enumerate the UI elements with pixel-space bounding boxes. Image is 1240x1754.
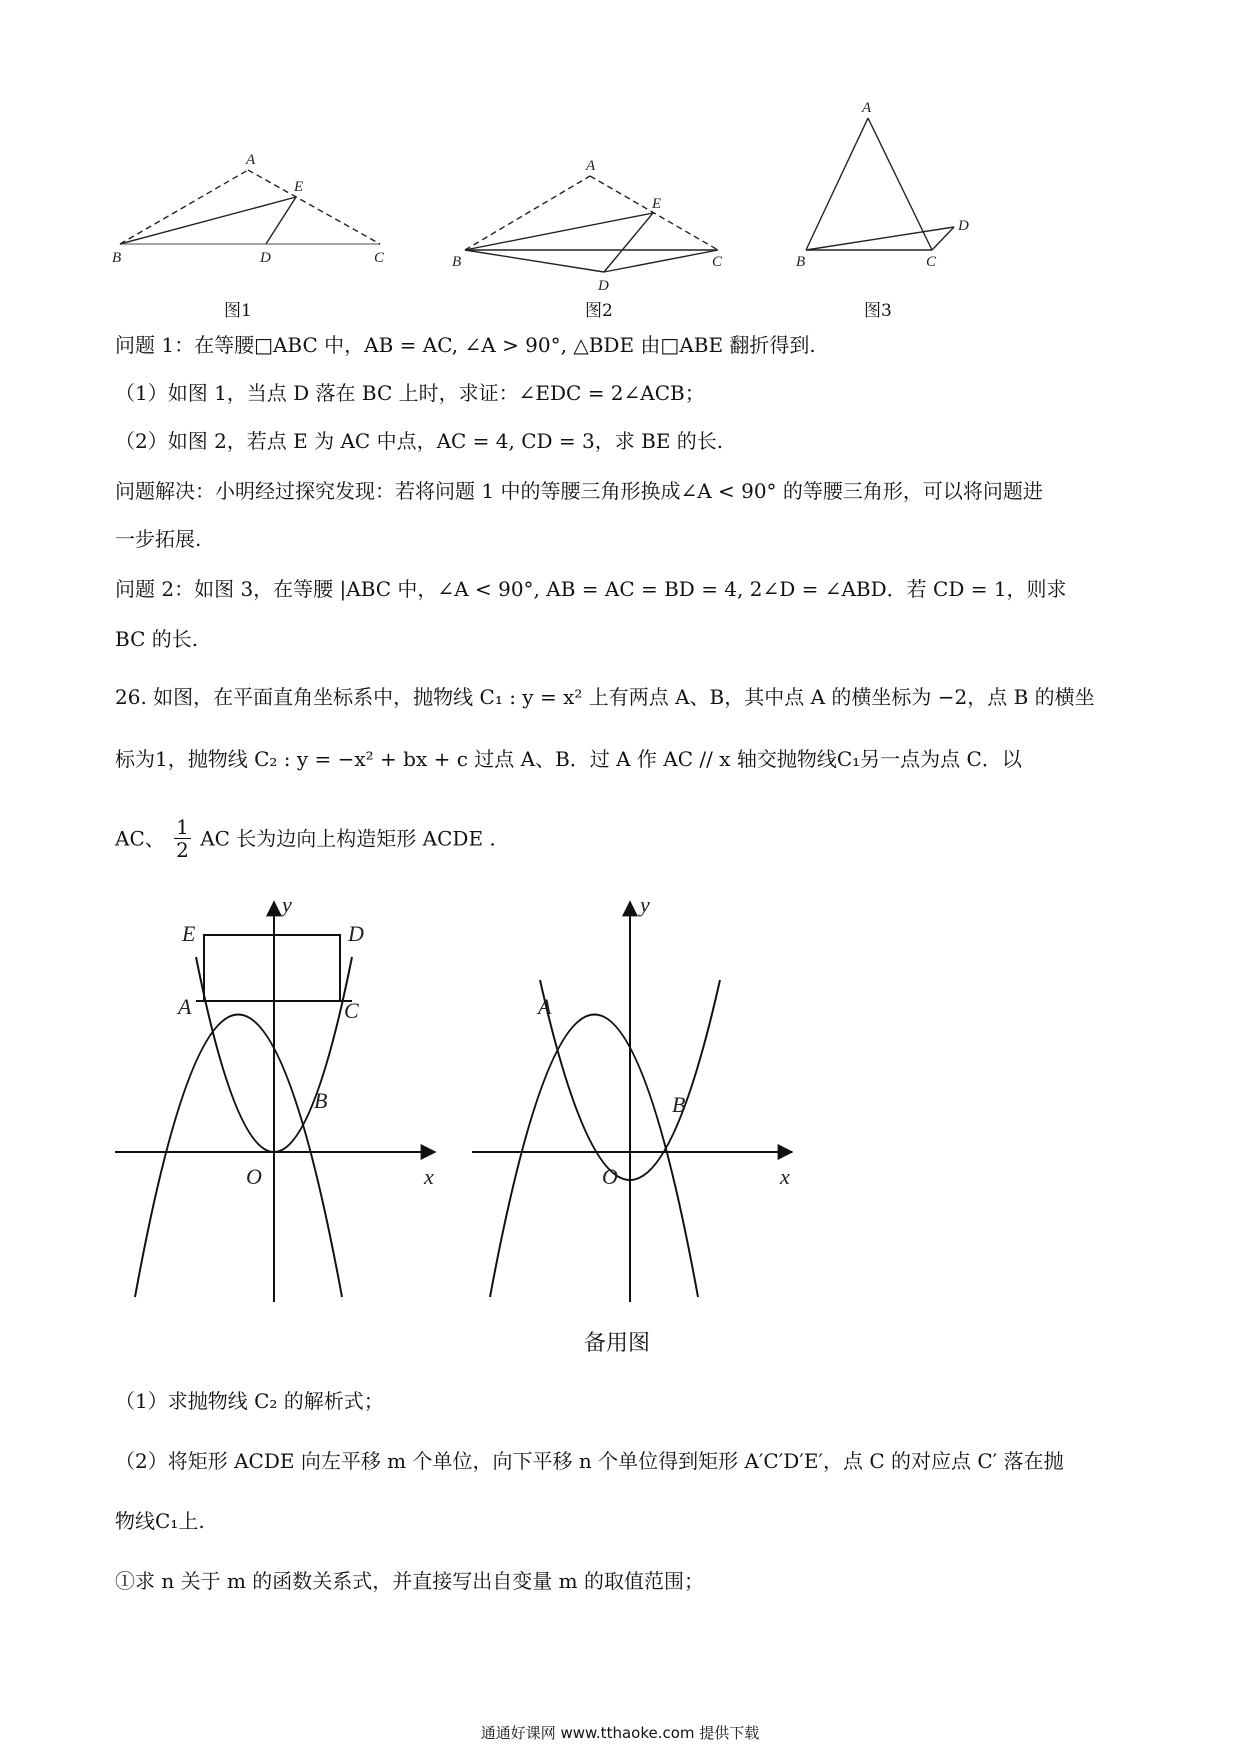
fig1-label-c: C	[374, 250, 385, 266]
fig3-label-c: C	[926, 254, 937, 270]
fig2-caption: 图2	[585, 301, 613, 321]
problem-solving-line-1: 问题解决：小明经过探究发现：若将问题 1 中的等腰三角形换成∠A < 90° 的等腰三角形，可以将问题进	[115, 479, 1043, 503]
fraction-denominator: 2	[176, 838, 189, 862]
right-label-a: A	[538, 994, 552, 1019]
left-graph	[115, 857, 435, 1302]
fraction-numerator: 1	[176, 815, 189, 839]
question-26-part-2-line-1: （2）将矩形 ACDE 向左平移 m 个单位，向下平移 n 个单位得到矩形 A′C′D′E′，点 C 的对应点 C′ 落在抛	[115, 1449, 1064, 1473]
left-label-e: E	[182, 921, 196, 946]
problem-1-part-2: （2）如图 2，若点 E 为 AC 中点，AC = 4, CD = 3，求 BE 的长.	[115, 429, 724, 453]
fig1-label-e: E	[294, 179, 304, 195]
left-label-d: D	[348, 921, 364, 946]
right-label-b: B	[672, 1092, 686, 1117]
fig2-label-a: A	[586, 158, 596, 174]
fig3-caption: 图3	[864, 301, 892, 321]
right-parabola-c2	[490, 1015, 698, 1298]
fig2-label-d: D	[598, 278, 609, 294]
problem-1-statement: 问题 1：在等腰□ABC 中，AB = AC, ∠A > 90°, △BDE 由□ABE 翻折得到.	[115, 333, 816, 357]
fig3-label-b: B	[796, 254, 806, 270]
problem-2-line-1: 问题 2：如图 3，在等腰 |ABC 中，∠A < 90°, AB = AC = BD = 4, 2∠D = ∠ABD．若 CD = 1，则求	[115, 577, 1067, 601]
question-26-part-1: （1）求抛物线 C₂ 的解析式；	[115, 1389, 384, 1413]
right-label-o: O	[602, 1164, 618, 1189]
fig2-label-c: C	[712, 254, 723, 270]
fig1-label-d: D	[260, 250, 271, 266]
fig1-label-a: A	[246, 152, 256, 168]
left-label-y: y	[282, 892, 292, 917]
problem-26-line-3-pre: AC、	[115, 826, 165, 851]
fig3-label-a: A	[862, 100, 872, 116]
left-parabola-c2	[135, 1015, 342, 1298]
rectangle-acde	[204, 935, 340, 1001]
problem-26-line-1: 26. 如图，在平面直角坐标系中，抛物线 C₁ : y = x² 上有两点 A、B，其中点 A 的横坐标为 −2，点 B 的横坐	[115, 685, 1095, 709]
left-label-a: A	[178, 994, 192, 1019]
question-26-part-2-line-2: 物线C₁上.	[115, 1509, 205, 1533]
fig1-caption: 图1	[224, 301, 252, 321]
page-footer: 通通好课网 www.tthaoke.com 提供下载	[480, 1724, 760, 1742]
right-graph	[472, 902, 792, 1302]
problem-1-part-1: （1）如图 1，当点 D 落在 BC 上时，求证：∠EDC = 2∠ACB；	[115, 381, 705, 405]
left-label-x: x	[424, 1164, 434, 1189]
question-26-part-2-item-1: ①求 n 关于 m 的函数关系式，并直接写出自变量 m 的取值范围；	[115, 1569, 704, 1593]
right-label-y: y	[640, 892, 650, 917]
fig2-label-e: E	[652, 196, 662, 212]
right-label-x: x	[780, 1164, 790, 1189]
fig3-label-d: D	[958, 218, 969, 234]
fig2-label-b: B	[452, 254, 462, 270]
problem-solving-line-2: 一步拓展.	[115, 527, 202, 551]
fig1-label-b: B	[112, 250, 122, 266]
problem-26-line-3-post: AC 长为边向上构造矩形 ACDE .	[200, 826, 496, 851]
left-label-o: O	[246, 1164, 262, 1189]
left-label-c: C	[344, 998, 359, 1023]
problem-26-line-2: 标为1，抛物线 C₂ : y = −x² + bx + c 过点 A、B．过 A 作 AC // x 轴交抛物线C₁另一点为点 C．以	[115, 747, 1022, 771]
spare-figure-caption: 备用图	[584, 1331, 651, 1356]
left-label-b: B	[314, 1088, 328, 1113]
problem-2-line-2: BC 的长.	[115, 627, 199, 651]
